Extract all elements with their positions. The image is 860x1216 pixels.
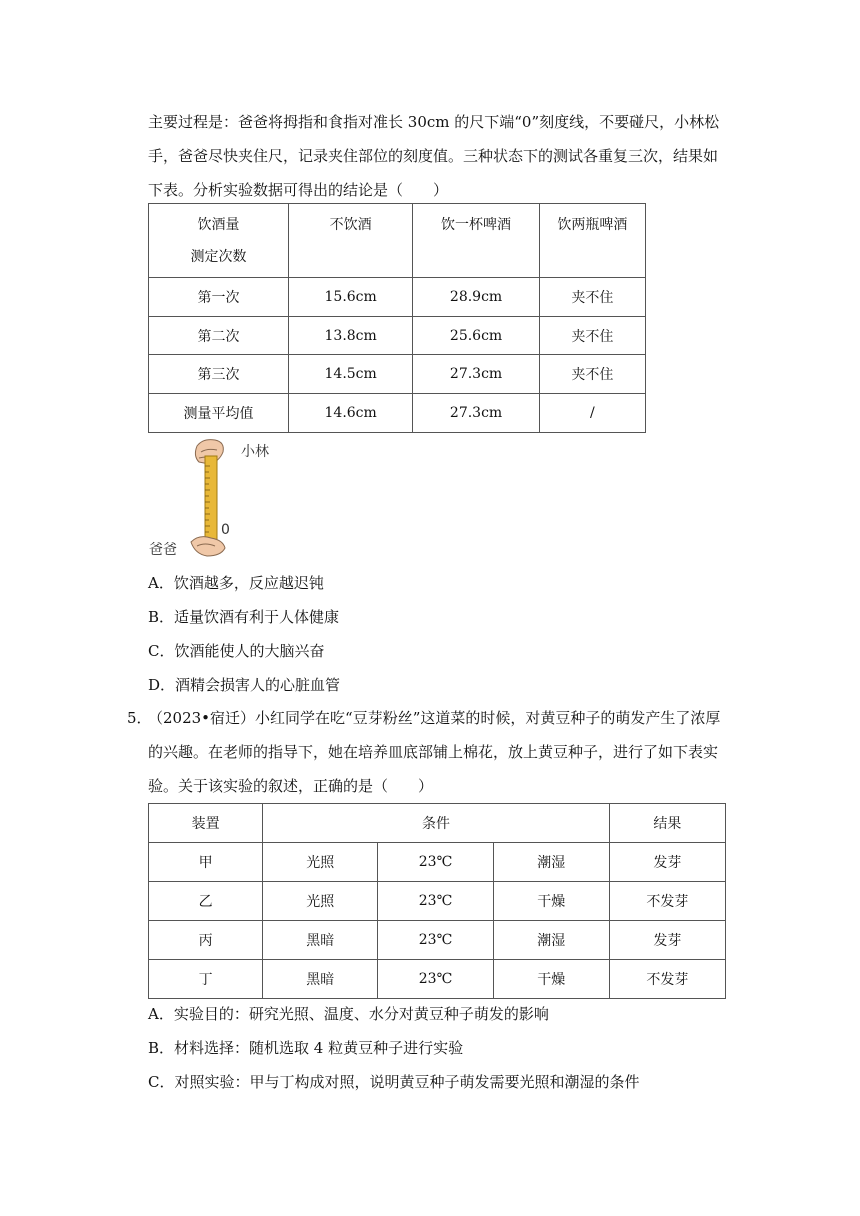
q5-stem-line-3: 验。关于该实验的叙述，正确的是（ ） <box>148 777 434 795</box>
q4-cell: 夹不住 <box>539 317 645 355</box>
q4-intro-line-2: 手，爸爸尽快夹住尺，记录夹住部位的刻度值。三种状态下的测试各重复三次，结果如 <box>148 147 719 165</box>
q4-option-d: D．酒精会损害人的心脏血管 <box>148 676 341 694</box>
q5-light-cell: 黑暗 <box>263 921 378 960</box>
table-row <box>149 843 726 882</box>
table-row <box>149 882 726 921</box>
q4-cell: 夹不住 <box>539 355 645 394</box>
q4-intro-line-3: 下表。分析实验数据可得出的结论是（ ） <box>148 181 449 199</box>
figure-zero-mark: 0 <box>221 522 230 538</box>
q4-header-trial-count: 测定次数 <box>190 248 247 265</box>
q5-result-cell: 不发芽 <box>609 960 725 999</box>
q4-header-two-beers: 饮两瓶啤酒 <box>539 204 645 278</box>
q5-moisture-cell: 潮湿 <box>493 843 609 882</box>
ruler-drop-figure <box>147 436 287 560</box>
table-row <box>149 278 646 317</box>
q4-table-corner-cell <box>149 204 289 278</box>
q4-cell: 15.6cm <box>288 278 412 317</box>
q5-option-b: B．材料选择：随机选取 4 粒黄豆种子进行实验 <box>148 1039 464 1057</box>
table-row <box>149 317 646 355</box>
q4-cell: 25.6cm <box>413 317 539 355</box>
q5-device-cell: 甲 <box>149 843 263 882</box>
q4-row-label: 测量平均值 <box>149 394 289 433</box>
q5-experiment-table <box>148 803 726 999</box>
q5-stem-line-1: （2023•宿迁）小红同学在吃“豆芽粉丝”这道菜的时候，对黄豆种子的萌发产生了浓厚 <box>148 709 721 727</box>
q4-cell: 13.8cm <box>288 317 412 355</box>
table-row <box>149 394 646 433</box>
q5-temp-cell: 23℃ <box>378 921 493 960</box>
q4-header-one-beer: 饮一杯啤酒 <box>413 204 539 278</box>
q5-light-cell: 光照 <box>263 882 378 921</box>
q4-option-b: B．适量饮酒有利于人体健康 <box>148 608 340 626</box>
q5-result-cell: 不发芽 <box>609 882 725 921</box>
q5-result-cell: 发芽 <box>609 921 725 960</box>
q5-option-a: A．实验目的：研究光照、温度、水分对黄豆种子萌发的影响 <box>148 1005 549 1023</box>
q5-temp-cell: 23℃ <box>378 843 493 882</box>
q4-header-no-drink: 不饮酒 <box>288 204 412 278</box>
q4-cell: 27.3cm <box>413 394 539 433</box>
q5-device-cell: 乙 <box>149 882 263 921</box>
q5-moisture-cell: 干燥 <box>493 960 609 999</box>
q5-device-cell: 丁 <box>149 960 263 999</box>
q5-device-cell: 丙 <box>149 921 263 960</box>
q4-cell: 27.3cm <box>413 355 539 394</box>
q4-intro-line-1: 主要过程是：爸爸将拇指和食指对准长 30cm 的尺下端“0”刻度线，不要碰尺，小林松 <box>148 113 720 131</box>
q4-row-label: 第三次 <box>149 355 289 394</box>
q4-row-label: 第二次 <box>149 317 289 355</box>
q4-cell: 28.9cm <box>413 278 539 317</box>
q5-moisture-cell: 潮湿 <box>493 921 609 960</box>
ruler-icon <box>205 456 217 546</box>
q5-temp-cell: 23℃ <box>378 960 493 999</box>
q4-row-label: 第一次 <box>149 278 289 317</box>
q4-cell: 夹不住 <box>539 278 645 317</box>
figure-label-xiaolin: 小林 <box>241 444 269 460</box>
q5-header-result: 结果 <box>609 804 725 843</box>
q5-light-cell: 黑暗 <box>263 960 378 999</box>
table-row <box>149 960 726 999</box>
q5-option-c: C．对照实验：甲与丁构成对照，说明黄豆种子萌发需要光照和潮湿的条件 <box>148 1073 640 1091</box>
q4-cell: / <box>539 394 645 433</box>
q5-temp-cell: 23℃ <box>378 882 493 921</box>
q4-option-c: C．饮酒能使人的大脑兴奋 <box>148 642 325 660</box>
q4-cell: 14.6cm <box>288 394 412 433</box>
table-row <box>149 355 646 394</box>
q5-number: 5． <box>127 709 152 727</box>
q5-header-conditions: 条件 <box>263 804 610 843</box>
table-row <box>149 921 726 960</box>
q5-moisture-cell: 干燥 <box>493 882 609 921</box>
q5-result-cell: 发芽 <box>609 843 725 882</box>
q4-data-table <box>148 203 646 433</box>
bottom-hand-icon <box>191 537 225 556</box>
q5-stem-line-2: 的兴趣。在老师的指导下，她在培养皿底部铺上棉花，放上黄豆种子，进行了如下表实 <box>148 743 719 761</box>
q5-light-cell: 光照 <box>263 843 378 882</box>
figure-label-dad: 爸爸 <box>149 542 177 558</box>
q4-cell: 14.5cm <box>288 355 412 394</box>
q4-header-drink-amount: 饮酒量 <box>197 216 240 233</box>
q5-header-device: 装置 <box>149 804 263 843</box>
q4-option-a: A．饮酒越多，反应越迟钝 <box>148 574 324 592</box>
